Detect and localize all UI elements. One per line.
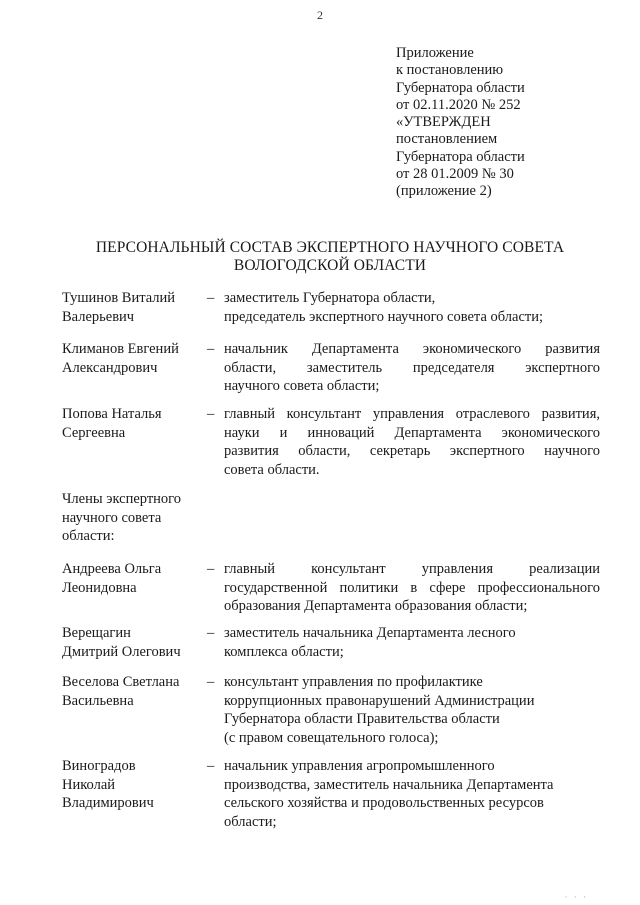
person-name: Тушинов Виталий Валерьевич xyxy=(62,290,176,325)
page-number: 2 xyxy=(317,8,323,22)
person-role: начальник Департамента экономического развития области, заместитель председателя экспертного научного совета области; xyxy=(224,341,600,394)
dash-separator: – xyxy=(207,674,215,690)
dash-separator: – xyxy=(207,758,215,774)
appendix-line: Губернатора области xyxy=(396,148,525,165)
dash-separator: – xyxy=(207,625,215,641)
appendix-line: от 28 01.2009 № 30 xyxy=(396,166,514,183)
person-role: главный консультант управления отраслевого развития, науки и инноваций Департамента экономического развития области, секретарь экспертного научного совета области. xyxy=(224,406,600,478)
person-role: заместитель начальника Департамента лесного комплекса области; xyxy=(224,625,516,660)
person-name: Попова Наталья Сергеевна xyxy=(62,406,162,441)
scan-artifact-mark: · · · xyxy=(564,892,588,902)
person-name: Верещагин Дмитрий Олегович xyxy=(62,625,181,660)
members-section-label: Члены экспертного научного совета области: xyxy=(62,491,182,544)
dash-separator: – xyxy=(207,561,215,577)
person-role: начальник управления агропромышленного производства, заместитель начальника Департамента сельского хозяйства и продовольственных ресурсов области; xyxy=(224,758,554,830)
person-name: Андреева Ольга Леонидовна xyxy=(62,561,162,596)
appendix-line: Приложение xyxy=(396,45,474,61)
dash-separator: – xyxy=(207,406,215,422)
appendix-line: (приложение 2) xyxy=(396,183,492,200)
person-role: заместитель Губернатора области, председатель экспертного научного совета области; xyxy=(224,290,544,325)
document-title-line-2: ВОЛОГОДСКОЙ ОБЛАСТИ xyxy=(233,257,427,274)
person-name: Климанов Евгений Александрович xyxy=(62,341,179,376)
person-role: главный консультант управления реализации государственной политики в сфере профессионального образования Департамента образования области; xyxy=(224,561,600,614)
person-name: Веселова Светлана Васильевна xyxy=(62,674,180,709)
dash-separator: – xyxy=(207,341,215,357)
appendix-line: к постановлению xyxy=(396,62,504,79)
dash-separator: – xyxy=(207,290,215,306)
appendix-line: постановлением xyxy=(396,131,498,148)
appendix-line: Губернатора области xyxy=(396,79,525,96)
appendix-line: «УТВЕРЖДЕН xyxy=(396,114,491,131)
document-title-line-1: ПЕРСОНАЛЬНЫЙ СОСТАВ ЭКСПЕРТНОГО НАУЧНОГО СОВЕТА xyxy=(95,239,565,256)
appendix-block xyxy=(396,45,626,201)
person-role: консультант управления по профилактике коррупционных правонарушений Администрации Губернатора области Правительства области (с правом совещательного голоса); xyxy=(224,674,535,746)
person-name: Виноградов Николай Владимирович xyxy=(62,758,154,811)
appendix-line: от 02.11.2020 № 252 xyxy=(396,96,521,113)
